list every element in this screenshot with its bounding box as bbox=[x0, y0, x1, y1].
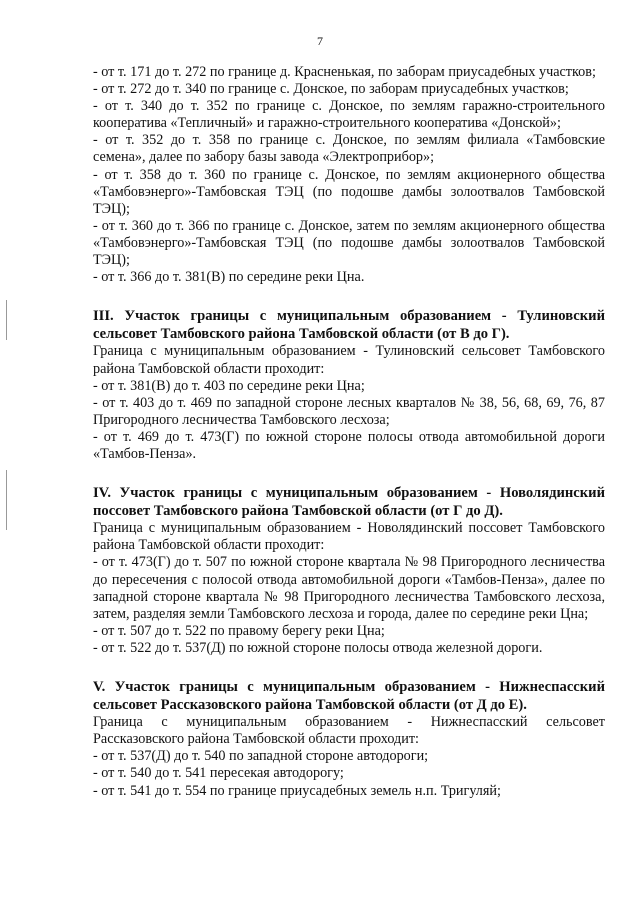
list-item: - от т. 171 до т. 272 по границе д. Красненькая, по заборам приусадебных участков; bbox=[93, 64, 596, 80]
list-item: - от т. 360 до т. 366 по границе с. Донское, затем по землям акционерного общества «Тамбовэнерго»-Тамбовская ТЭЦ (по подошве дамбы золоотвалов Тамбовской ТЭЦ); bbox=[93, 217, 605, 269]
section-title: IV. Участок границы с муниципальным образованием - Новолядинский поссовет Тамбовского района Тамбовской области (от Г до Д). bbox=[93, 485, 605, 519]
list-item: - от т. 522 до т. 537(Д) по южной стороне полосы отвода железной дороги. bbox=[93, 639, 543, 656]
section-intro: Граница с муниципальным образованием - Тулиновский сельсовет Тамбовского района Тамбовской области проходит: bbox=[93, 343, 605, 377]
list-item: - от т. 469 до т. 473(Г) по южной стороне полосы отвода автомобильной дороги «Тамбов-Пенза». bbox=[93, 428, 605, 462]
scan-margin-mark bbox=[6, 470, 7, 530]
section-v bbox=[93, 679, 605, 800]
section-iii bbox=[93, 308, 605, 463]
page-number: 7 bbox=[317, 34, 323, 48]
section-iv bbox=[93, 485, 605, 657]
list-item: - от т. 272 до т. 340 по границе с. Донское, по заборам приусадебных участков; bbox=[93, 81, 569, 98]
section-intro: Граница с муниципальным образованием - Новолядинский поссовет Тамбовского района Тамбовской области проходит: bbox=[93, 520, 605, 554]
list-item: - от т. 366 до т. 381(В) по середине реки Цна. bbox=[93, 269, 365, 286]
list-item: - от т. 540 до т. 541 пересекая автодорогу; bbox=[93, 765, 344, 782]
list-item: - от т. 340 до т. 352 по границе с. Донское, по землям гаражно-строительного кооператива «Тепличный» и гаражно-строительного кооператива «Донской»; bbox=[93, 98, 605, 132]
section-intro: Граница с муниципальным образованием - Нижнеспасский сельсовет Рассказовского района Тамбовской области проходит: bbox=[93, 714, 605, 748]
list-item: - от т. 537(Д) до т. 540 по западной стороне автодороги; bbox=[93, 748, 429, 765]
list-item: - от т. 358 до т. 360 по границе с. Донское, по землям акционерного общества «Тамбовэнерго»-Тамбовская ТЭЦ (по подошве дамбы золоотвалов Тамбовской ТЭЦ); bbox=[93, 166, 605, 217]
section-title: V. Участок границы с муниципальным образованием - Нижнеспасский сельсовет Рассказовского района Тамбовской области (от Д до Е). bbox=[93, 679, 605, 713]
list-item: - от т. 473(Г) до т. 507 по южной стороне квартала № 98 Пригородного лесничества до пересечения с полосой отвода автомобильной дороги «Тамбов-Пенза», далее по западной стороне квартала № 98 Пригородного лесничества Тамбовского лесхоза, затем, разделяя земли Тамбовского лесхоза и города, далее по середине реки Цна; bbox=[93, 554, 605, 622]
scan-margin-mark bbox=[6, 300, 7, 340]
section-title: III. Участок границы с муниципальным образованием - Тулиновский сельсовет Тамбовского района Тамбовской области (от В до Г). bbox=[93, 308, 605, 342]
list-item: - от т. 403 до т. 469 по западной стороне лесных кварталов № 38, 56, 68, 69, 76, 87 Пригородного лесничества Тамбовского лесхоза; bbox=[93, 394, 605, 428]
list-item: - от т. 381(В) до т. 403 по середине реки Цна; bbox=[93, 377, 365, 394]
list-item: - от т. 507 до т. 522 по правому берегу реки Цна; bbox=[93, 622, 385, 639]
top-item-list bbox=[93, 64, 605, 286]
list-item: - от т. 352 до т. 358 по границе с. Донское, по землям филиала «Тамбовские семена», далее по забору базы завода «Электроприбор»; bbox=[93, 132, 605, 166]
list-item: - от т. 541 до т. 554 по границе приусадебных земель н.п. Тригуляй; bbox=[93, 782, 501, 799]
document-body bbox=[93, 64, 605, 800]
